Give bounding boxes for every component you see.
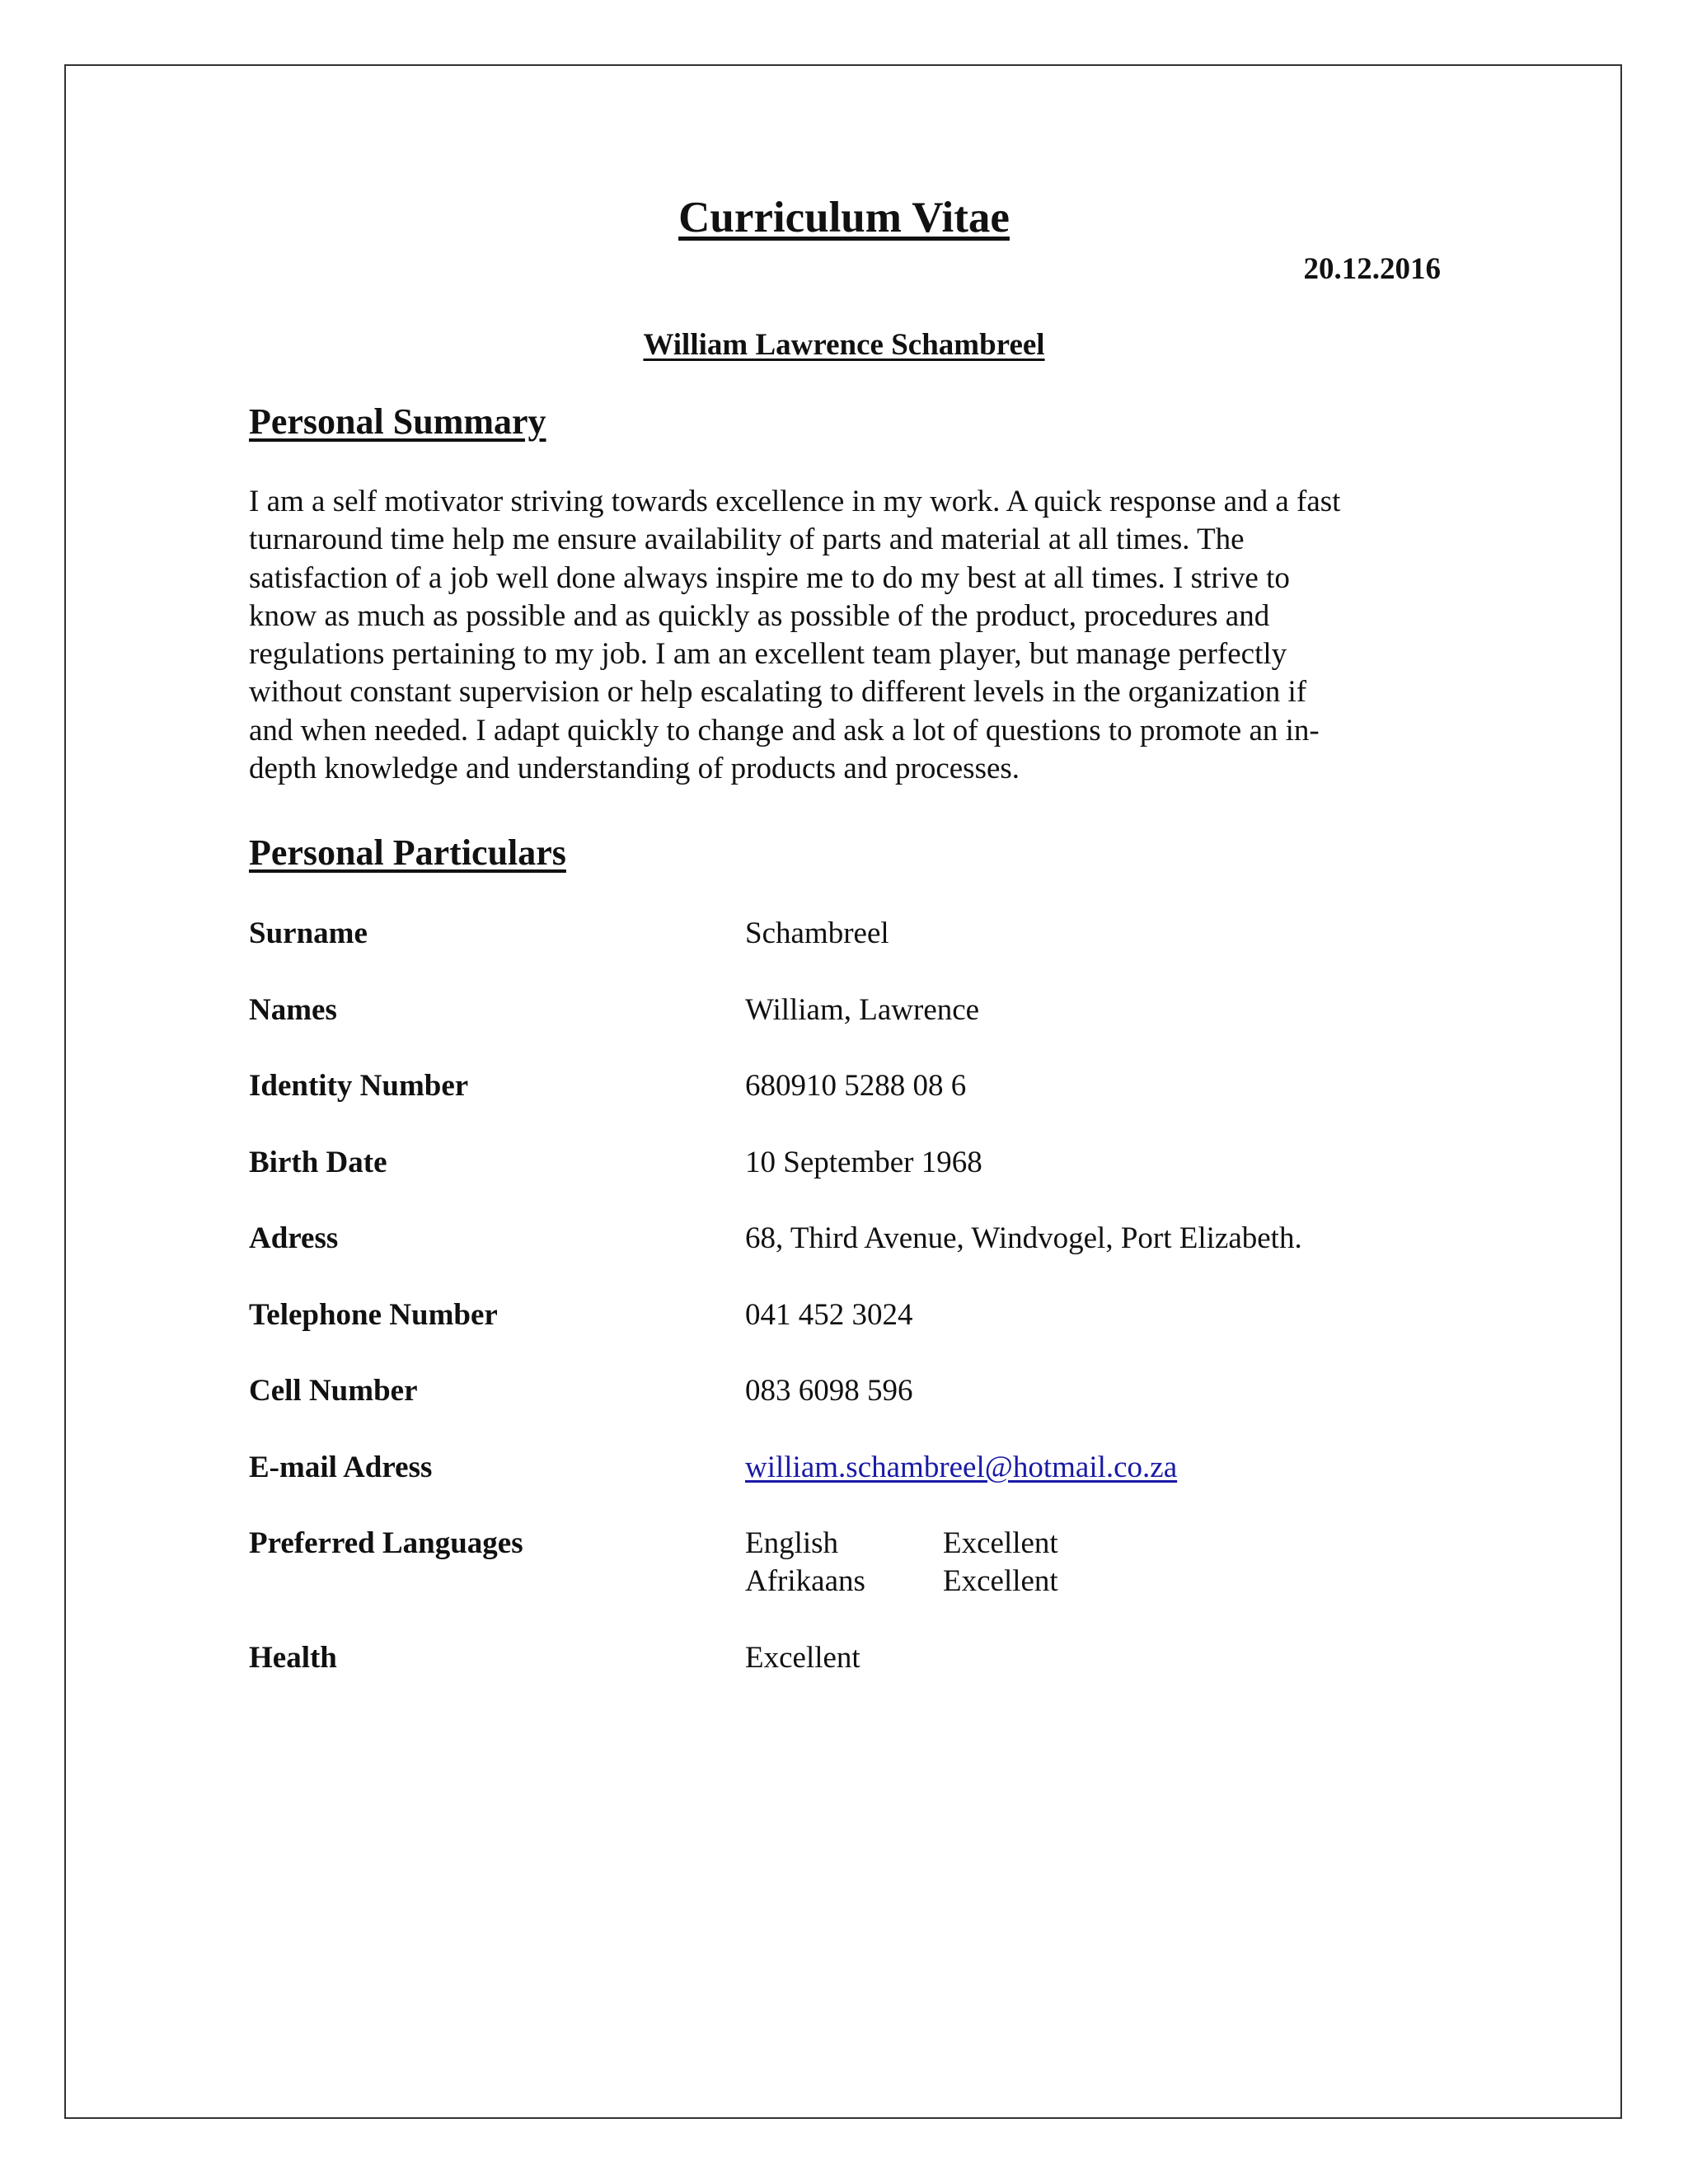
language-level: Excellent bbox=[943, 1564, 1058, 1598]
cell-number-value: 083 6098 596 bbox=[745, 1374, 913, 1408]
surname-value: Schambreel bbox=[745, 916, 889, 950]
summary-line: know as much as possible and as quickly as possible of the product, procedures and bbox=[249, 598, 1270, 633]
names-value: William, Lawrence bbox=[745, 993, 980, 1027]
document-date: 20.12.2016 bbox=[1303, 252, 1441, 286]
language-level: Excellent bbox=[943, 1526, 1058, 1560]
language-row bbox=[745, 1525, 1058, 1563]
language-row bbox=[745, 1563, 1058, 1601]
health-label: Health bbox=[249, 1641, 337, 1675]
language-name: English bbox=[745, 1526, 839, 1560]
summary-line: turnaround time help me ensure availability of parts and material at all times. The bbox=[249, 523, 1245, 557]
preferred-languages-label: Preferred Languages bbox=[249, 1526, 523, 1560]
telephone-number-value: 041 452 3024 bbox=[745, 1298, 913, 1332]
language-name: Afrikaans bbox=[745, 1564, 865, 1598]
summary-line: depth knowledge and understanding of products and processes. bbox=[249, 752, 1020, 786]
summary-line: regulations pertaining to my job. I am an excellent team player, but manage perfectly bbox=[249, 637, 1287, 672]
candidate-name: William Lawrence Schambreel bbox=[643, 328, 1045, 362]
birth-date-label: Birth Date bbox=[249, 1146, 387, 1179]
cell-number-label: Cell Number bbox=[249, 1374, 418, 1408]
personal-summary-heading: Personal Summary bbox=[249, 401, 546, 442]
names-label: Names bbox=[249, 993, 337, 1027]
summary-line: without constant supervision or help escalating to different levels in the organization if bbox=[249, 675, 1307, 710]
identity-number-label: Identity Number bbox=[249, 1069, 469, 1103]
personal-particulars-heading: Personal Particulars bbox=[249, 832, 566, 873]
health-value: Excellent bbox=[745, 1641, 860, 1675]
email-address-value bbox=[745, 1449, 1177, 1487]
surname-label: Surname bbox=[249, 916, 368, 950]
address-value: 68, Third Avenue, Windvogel, Port Elizabeth. bbox=[745, 1221, 1302, 1255]
summary-line: and when needed. I adapt quickly to change and ask a lot of questions to promote an in- bbox=[249, 713, 1320, 748]
telephone-number-label: Telephone Number bbox=[249, 1298, 498, 1332]
summary-line: I am a self motivator striving towards excellence in my work. A quick response and a fast bbox=[249, 485, 1341, 518]
languages-table bbox=[745, 1525, 1058, 1601]
birth-date-value: 10 September 1968 bbox=[745, 1146, 982, 1179]
personal-summary-text bbox=[249, 483, 1461, 788]
address-label: Adress bbox=[249, 1221, 339, 1255]
email-link[interactable]: william.schambreel@hotmail.co.za bbox=[745, 1451, 1178, 1484]
email-address-label: E-mail Adress bbox=[249, 1451, 433, 1484]
summary-line: satisfaction of a job well done always inspire me to do my best at all times. I strive to bbox=[249, 560, 1290, 595]
document-title: Curriculum Vitae bbox=[678, 194, 1010, 241]
identity-number-value: 680910 5288 08 6 bbox=[745, 1069, 967, 1103]
